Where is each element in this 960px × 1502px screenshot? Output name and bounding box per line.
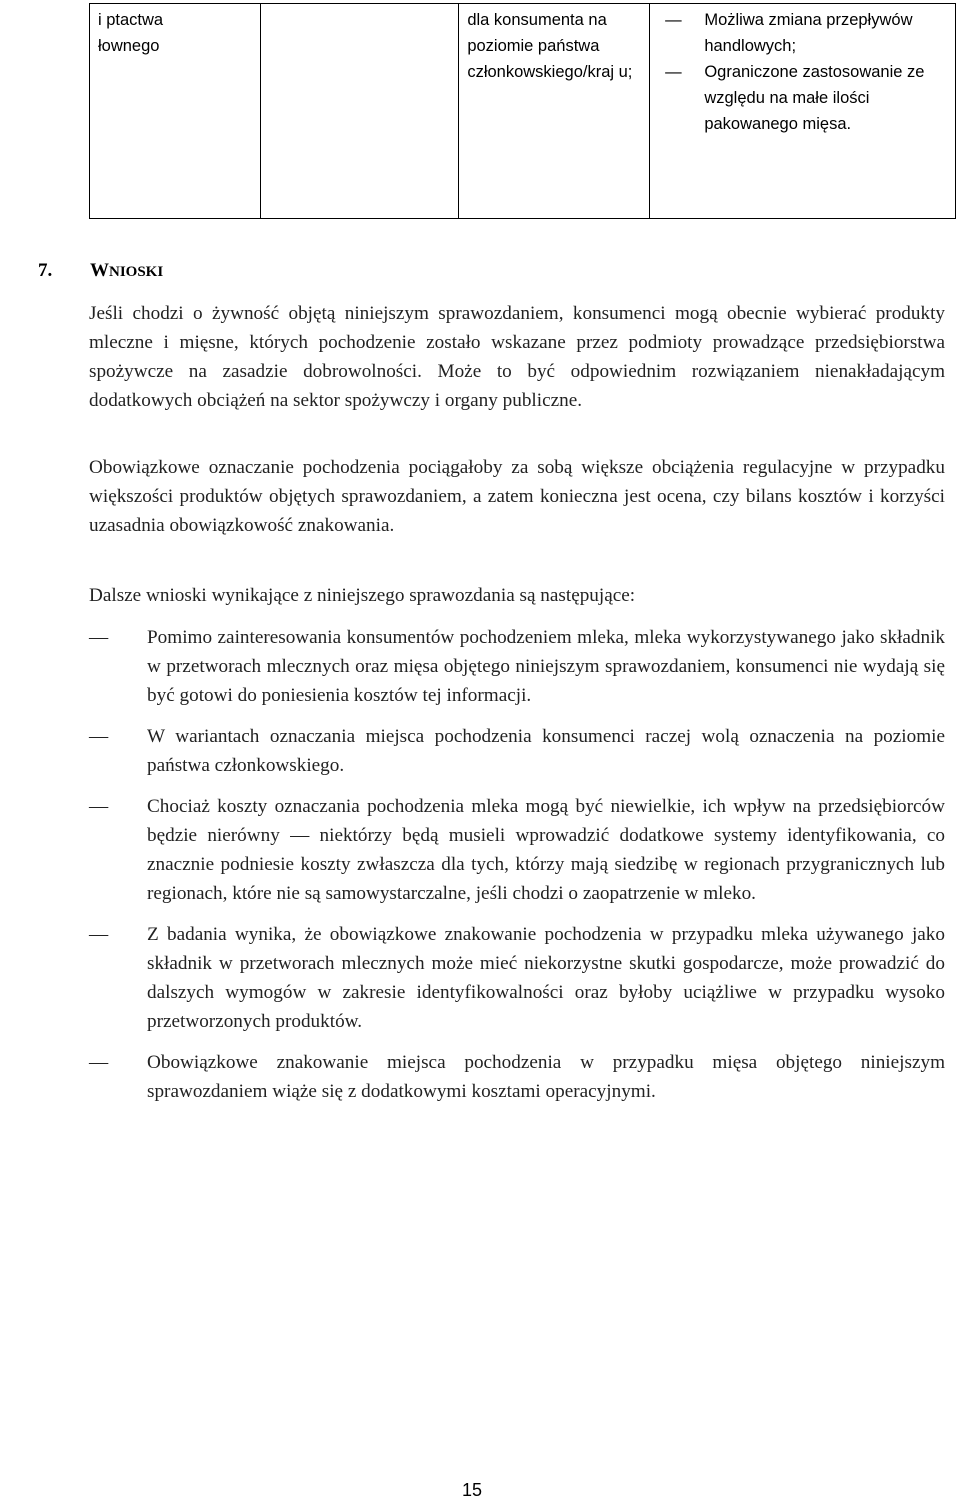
list-item: [89, 1048, 945, 1106]
cell-list-item: [658, 7, 947, 59]
page-number: 15: [461, 1480, 483, 1500]
table-cell-level: dla konsumenta na poziomie państwa członkowskiego/kraj u;: [459, 4, 650, 219]
list-item-text: Chociaż koszty oznaczania pochodzenia mleka mogą być niewielkie, ich wpływ na przedsiębiorców będzie nierówny — niektórzy będą musieli wprowadzić dodatkowe systemy identyfikowania, co znacznie podniesie koszty zwłaszcza dla tych, którzy mają siedzibę w regionach przygranicznych lub regionach, które nie są samowystarczalne, jeśli chodzi o zaopatrzenie w mleko.: [147, 796, 945, 904]
list-item-text: Pomimo zainteresowania konsumentów pochodzeniem mleka, mleka wykorzystywanego jako składnik w przetworach mlecznych oraz mięsa objętego niniejszym sprawozdaniem, konsumenci nie wydają się być gotowi do poniesienia kosztów tej informacji.: [147, 627, 945, 706]
dash-bullet-icon: —: [89, 726, 109, 747]
cell-line: łownego: [98, 37, 160, 55]
section-title-initial: W: [90, 260, 109, 281]
dash-bullet-icon: —: [89, 796, 109, 817]
list-item-text: W wariantach oznaczania miejsca pochodzenia konsumenci raczej wolą oznaczenia na poziomie państwa członkowskiego.: [147, 726, 945, 776]
table-row: [90, 4, 956, 219]
cell-line: i ptactwa: [98, 11, 164, 29]
options-table: [89, 3, 956, 219]
list-item: [89, 623, 945, 710]
section-title-rest: NIOSKI: [109, 264, 164, 280]
dash-bullet-icon: —: [89, 924, 109, 945]
dash-bullet-icon: —: [89, 627, 109, 648]
cell-list-item: [658, 59, 947, 137]
conclusions-list: [89, 623, 945, 1106]
dash-bullet-icon: —: [665, 63, 682, 81]
dash-bullet-icon: —: [665, 11, 682, 29]
list-item: [89, 722, 945, 780]
section-title: [90, 259, 163, 284]
continuation-table: [89, 3, 956, 219]
paragraph: Jeśli chodzi o żywność objętą niniejszym sprawozdaniem, konsumenci mogą obecnie wybierać produkty mleczne i mięsne, których pochodzenie zostało wskazane przez podmioty prowadzące przedsiębiorstwa spożywcze na zasadzie dobrowolności. Może to być odpowiednim rozwiązaniem nienakładającym dodatkowych obciążeń na sektor spożywczy i organy publiczne.: [89, 303, 945, 411]
table-cell-drawbacks: [650, 4, 956, 219]
cell-list-text: Ograniczone zastosowanie ze względu na małe ilości pakowanego mięsa.: [704, 63, 925, 133]
paragraph: Obowiązkowe oznaczanie pochodzenia pociągałoby za sobą większe obciążenia regulacyjne w przypadku większości produktów objętych sprawozdaniem, a zatem konieczna jest ocena, czy bilans kosztów i korzyści uzasadnia obowiązkowość znakowania.: [89, 457, 945, 536]
section-number: 7.: [38, 260, 53, 281]
list-item: [89, 792, 945, 908]
cell-list-text: Możliwa zmiana przepływów handlowych;: [704, 11, 913, 55]
list-item-text: Z badania wynika, że obowiązkowe znakowanie pochodzenia w przypadku mleka używanego jako składnik w przetworach mlecznych może mieć niekorzystne skutki gospodarcze, może prowadzić do dalszych wymogów w zakresie identyfikowalności oraz byłoby uciążliwe w przypadku wysoko przetworzonych produktów.: [147, 924, 945, 1032]
list-item-text: Obowiązkowe znakowanie miejsca pochodzenia w przypadku mięsa objętego niniejszym sprawozdaniem wiąże się z dodatkowymi kosztami operacyjnymi.: [147, 1052, 945, 1102]
paragraph: Dalsze wnioski wynikające z niniejszego sprawozdania są następujące:: [89, 585, 636, 606]
table-cell-empty: [261, 4, 459, 219]
table-cell-product: [90, 4, 261, 219]
list-item: [89, 920, 945, 1036]
dash-bullet-icon: —: [89, 1052, 109, 1073]
